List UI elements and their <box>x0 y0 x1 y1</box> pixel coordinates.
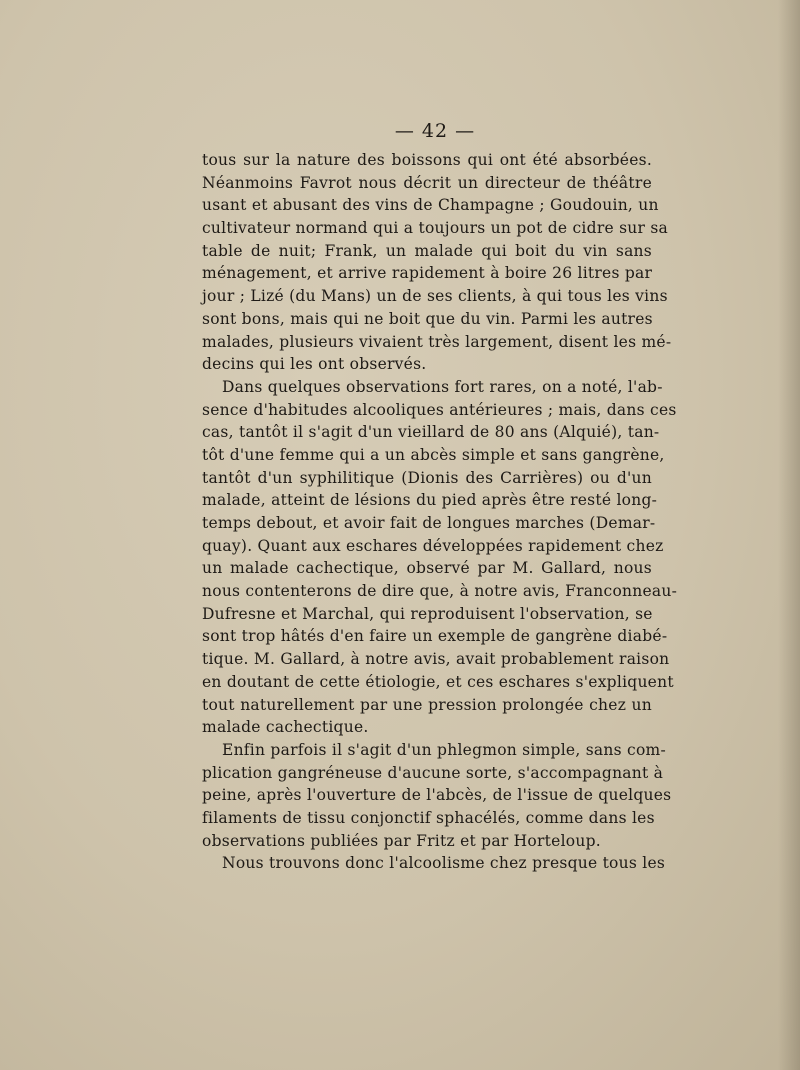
text-line: jour ; Lizé (du Mans) un de ses clients, à qui tous les vins <box>202 287 668 306</box>
text-line: un malade cachectique, observé par M. Gallard, nous <box>202 559 652 578</box>
text-line: nous contenterons de dire que, à notre avis, Franconneau- <box>202 582 678 601</box>
text-line: cas, tantôt il s'agit d'un vieillard de 80 ans (Alquié), tan- <box>202 423 660 442</box>
text-line: tôt d'une femme qui a un abcès simple et sans gangrène, <box>202 445 665 464</box>
body-text <box>202 149 678 875</box>
text-line: malade, atteint de lésions du pied après être resté long- <box>202 491 658 510</box>
text-line: tout naturellement par une pression prolongée chez un <box>202 695 652 714</box>
page-edge-shadow <box>778 0 800 1070</box>
text-line: table de nuit; Frank, un malade qui boit du vin sans <box>202 241 652 260</box>
text-line: tous sur la nature des boissons qui ont été absorbées. <box>202 151 652 169</box>
text-line: filaments de tissu conjonctif sphacélés, comme dans les <box>202 808 655 827</box>
text-line: usant et abusant des vins de Champagne ; Goudouin, un <box>202 196 659 215</box>
text-line: sence d'habitudes alcooliques antérieures ; mais, dans ces <box>202 400 677 419</box>
text-line: tantôt d'un syphilitique (Dionis des Carrières) ou d'un <box>202 468 652 487</box>
text-line: tique. M. Gallard, à notre avis, avait probablement raison <box>202 650 670 669</box>
text-line: ménagement, et arrive rapidement à boire 26 litres par <box>202 264 653 283</box>
text-line: malade cachectique. <box>202 718 369 737</box>
text-line: Dans quelques observations fort rares, on a noté, l'ab- <box>222 377 663 396</box>
text-line: plication gangréneuse d'aucune sorte, s'accompagnant à <box>202 763 664 782</box>
text-line: Néanmoins Favrot nous décrit un directeur de théâtre <box>202 173 652 192</box>
text-line: decins qui les ont observés. <box>202 355 427 374</box>
text-line: observations publiées par Fritz et par Horteloup. <box>202 831 601 850</box>
text-line: sont bons, mais qui ne boit que du vin. Parmi les autres <box>202 309 653 328</box>
text-line: en doutant de cette étiologie, et ces eschares s'expliquent <box>202 672 674 691</box>
page-number: — 42 — <box>394 120 476 142</box>
text-line: Enfin parfois il s'agit d'un phlegmon simple, sans com- <box>222 740 666 759</box>
text-line: cultivateur normand qui a toujours un pot de cidre sur sa <box>202 219 669 238</box>
text-line: sont trop hâtés d'en faire un exemple de gangrène diabé- <box>202 627 668 646</box>
text-line: Dufresne et Marchal, qui reproduisent l'observation, se <box>202 604 653 623</box>
text-line: Nous trouvons donc l'alcoolisme chez presque tous les <box>222 854 666 873</box>
text-line: malades, plusieurs vivaient très largement, disent les mé- <box>202 332 672 351</box>
text-line: quay). Quant aux eschares développées rapidement chez <box>202 536 664 555</box>
text-line: peine, après l'ouverture de l'abcès, de l'issue de quelques <box>202 786 672 805</box>
text-line: temps debout, et avoir fait de longues marches (Demar- <box>202 514 656 532</box>
